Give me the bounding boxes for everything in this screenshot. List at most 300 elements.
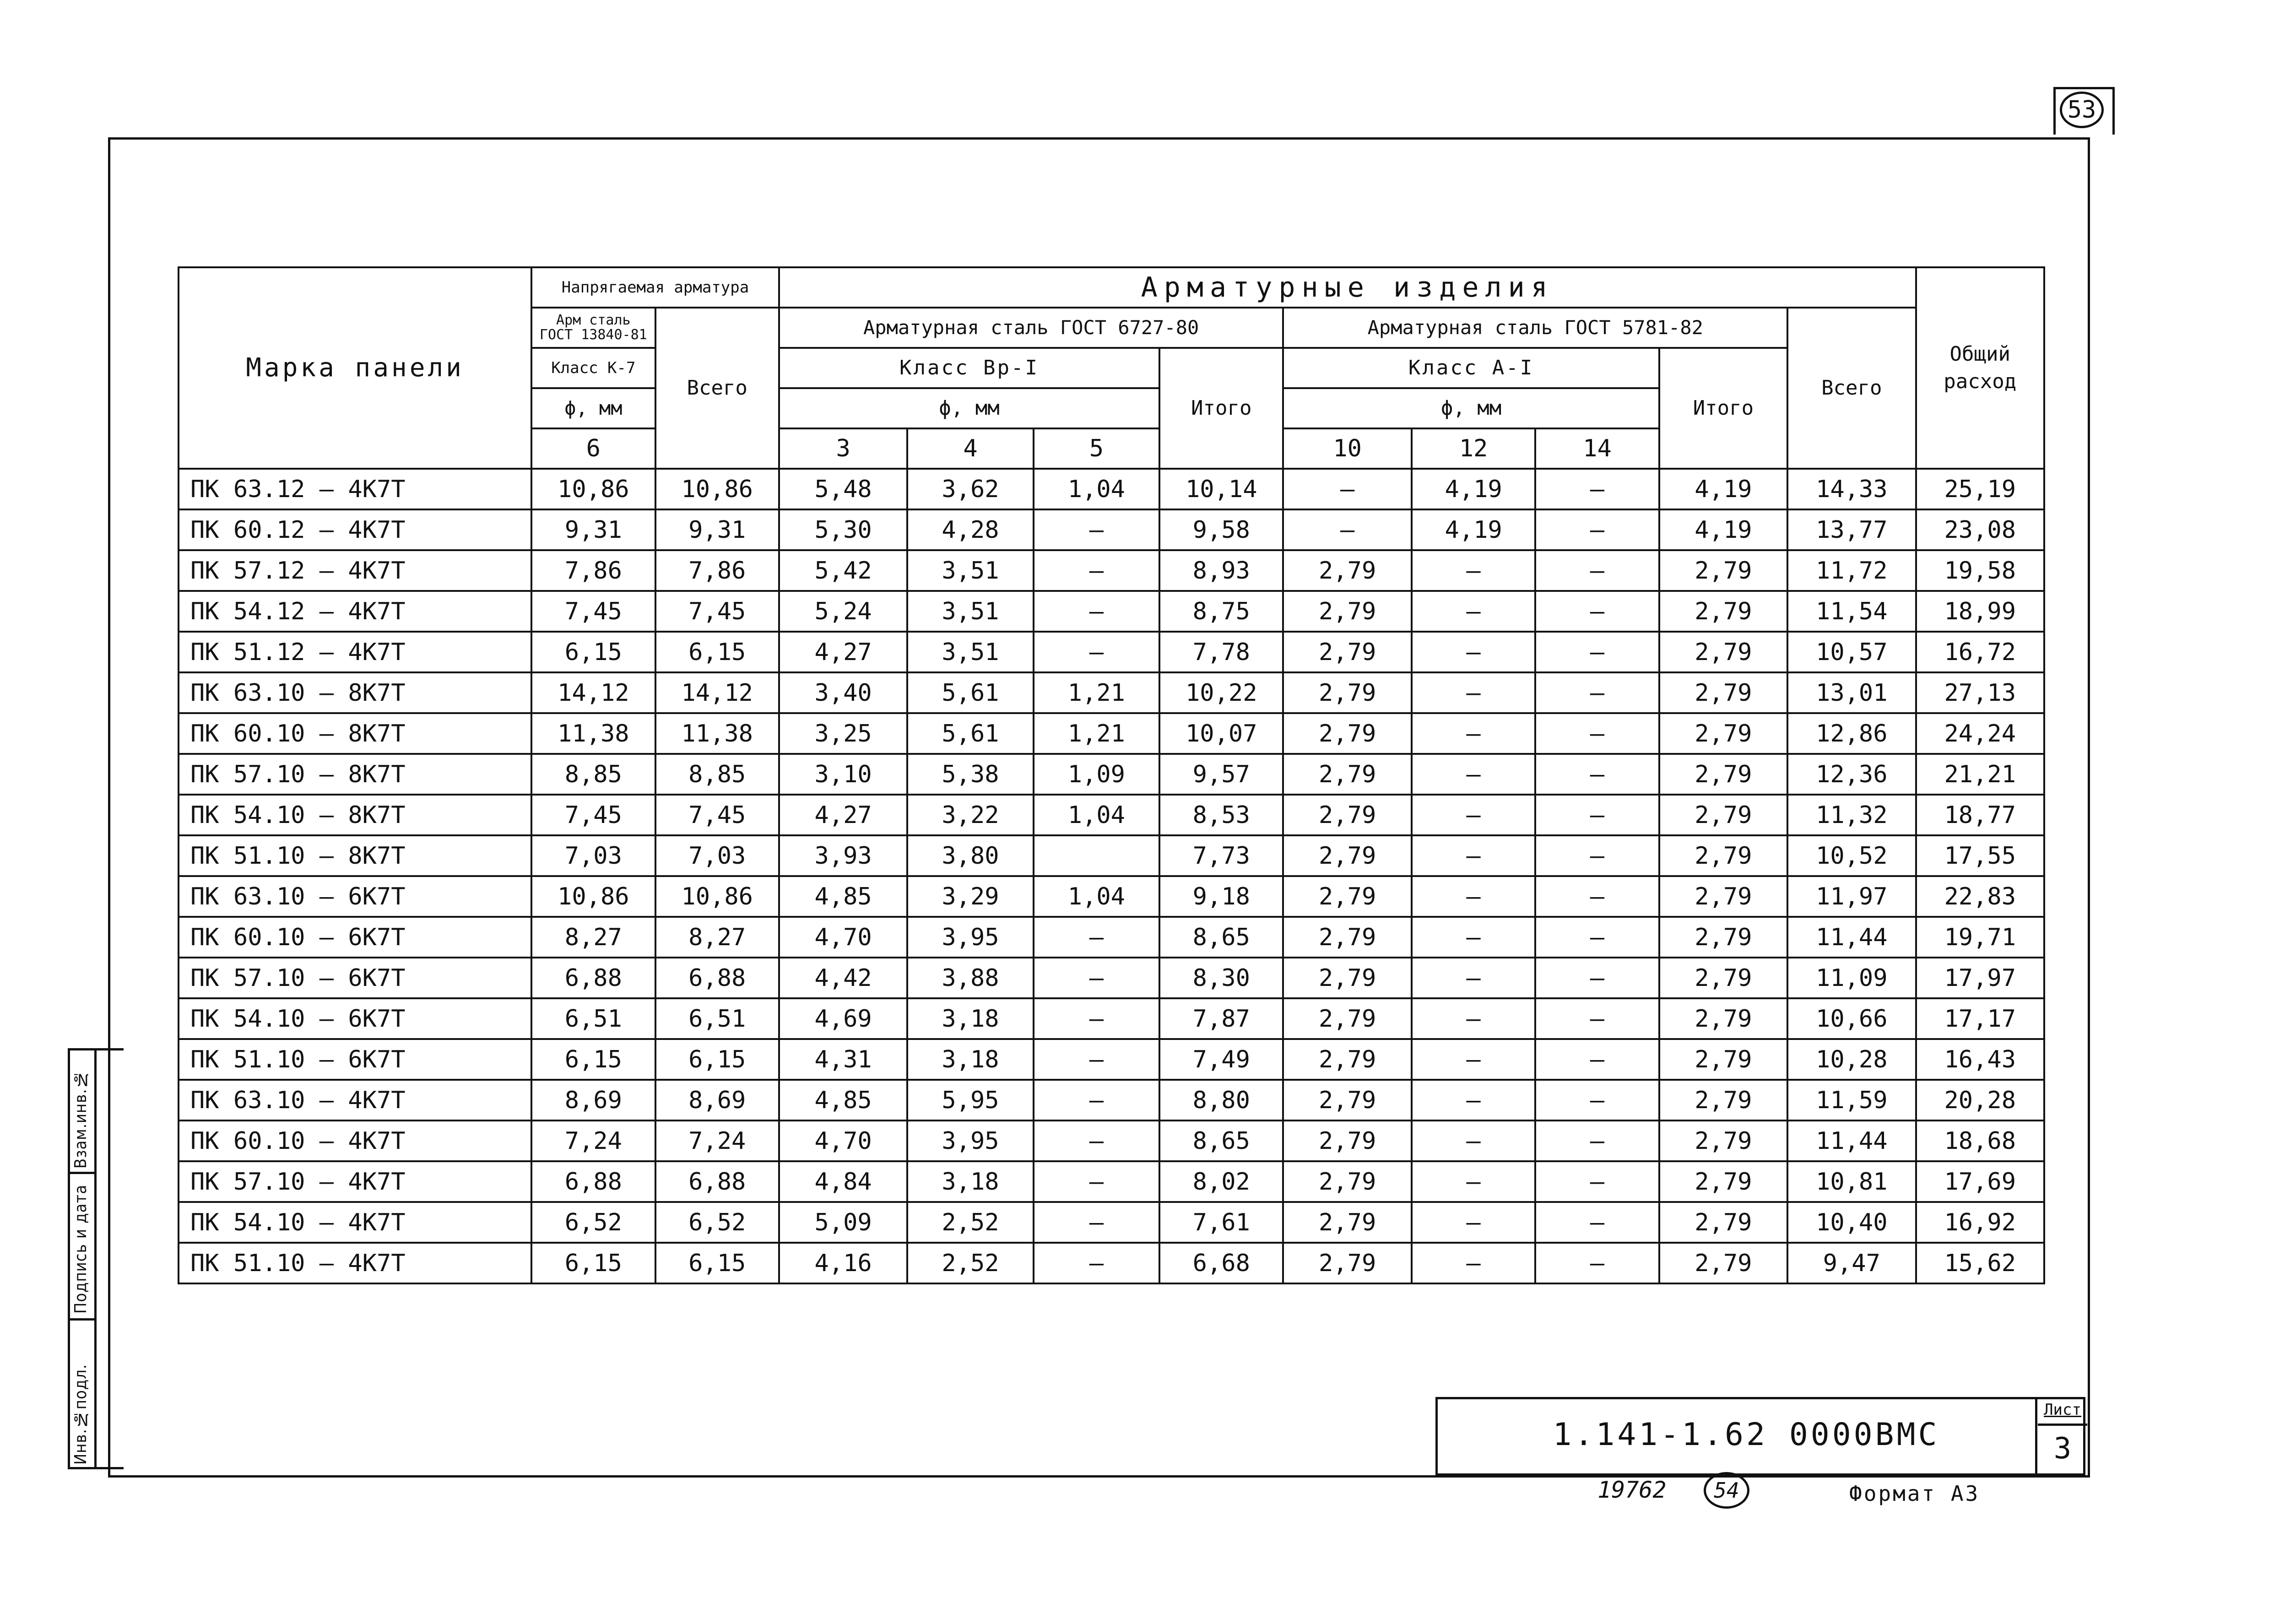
header-stressed-standard: Арм сталь ГОСТ 13840-81 — [531, 308, 655, 348]
value-cell: 23,08 — [1916, 509, 2044, 550]
value-cell: 11,38 — [531, 713, 655, 754]
value-cell: 5,61 — [907, 713, 1033, 754]
value-cell: – — [1283, 509, 1411, 550]
value-cell: 2,79 — [1659, 713, 1787, 754]
table-row — [179, 998, 2044, 1039]
value-cell: – — [1034, 917, 1159, 958]
value-cell: – — [1535, 958, 1659, 998]
value-cell: 2,79 — [1283, 876, 1411, 917]
panel-mark-cell: ПК 54.12 – 4К7Т — [179, 591, 531, 632]
value-cell: 7,45 — [531, 591, 655, 632]
value-cell: 10,22 — [1159, 672, 1283, 713]
value-cell: 7,03 — [655, 835, 779, 876]
value-cell: 2,79 — [1283, 550, 1411, 591]
value-cell: 2,79 — [1659, 1202, 1787, 1243]
value-cell: – — [1034, 1121, 1159, 1161]
sheet-label: Лист — [2044, 1401, 2081, 1419]
value-cell: 7,86 — [655, 550, 779, 591]
value-cell: – — [1535, 998, 1659, 1039]
value-cell: 2,79 — [1283, 1121, 1411, 1161]
value-cell: 9,31 — [655, 509, 779, 550]
value-cell: – — [1412, 1039, 1535, 1080]
value-cell: 4,85 — [779, 1080, 907, 1121]
value-cell: 19,71 — [1916, 917, 2044, 958]
value-cell: – — [1034, 958, 1159, 998]
value-cell: – — [1412, 1121, 1535, 1161]
value-cell: 18,99 — [1916, 591, 2044, 632]
value-cell: 5,38 — [907, 754, 1033, 795]
value-cell: 12,86 — [1787, 713, 1916, 754]
value-cell: 2,79 — [1659, 876, 1787, 917]
value-cell: 11,97 — [1787, 876, 1916, 917]
side-label-replace: Взам.инв.№ — [71, 1069, 90, 1169]
value-cell: 7,24 — [531, 1121, 655, 1161]
value-cell: 2,79 — [1283, 754, 1411, 795]
sheet-number: 3 — [2038, 1424, 2087, 1469]
value-cell: 2,79 — [1659, 672, 1787, 713]
panel-mark-cell: ПК 54.10 – 8К7Т — [179, 795, 531, 835]
value-cell: 3,51 — [907, 632, 1033, 672]
value-cell: 14,12 — [531, 672, 655, 713]
table-row — [179, 1202, 2044, 1243]
value-cell: 5,48 — [779, 469, 907, 509]
value-cell: 6,15 — [531, 1039, 655, 1080]
value-cell: 22,83 — [1916, 876, 2044, 917]
strip-sep-1 — [68, 1318, 96, 1321]
value-cell: 5,30 — [779, 509, 907, 550]
table-row — [179, 550, 2044, 591]
value-cell: 3,95 — [907, 1121, 1033, 1161]
table-row — [179, 1080, 2044, 1121]
value-cell: 8,27 — [531, 917, 655, 958]
value-cell: 4,27 — [779, 795, 907, 835]
value-cell: 2,79 — [1659, 754, 1787, 795]
value-cell: – — [1535, 835, 1659, 876]
header-stressed-diam: ϕ, мм — [531, 388, 655, 428]
value-cell: – — [1535, 1121, 1659, 1161]
panel-mark-cell: ПК 51.10 – 6К7Т — [179, 1039, 531, 1080]
value-cell: 6,15 — [655, 1039, 779, 1080]
value-cell: 3,95 — [907, 917, 1033, 958]
value-cell: 3,22 — [907, 795, 1033, 835]
approval-strip — [68, 1048, 124, 1469]
value-cell: 2,79 — [1283, 1039, 1411, 1080]
value-cell: 18,77 — [1916, 795, 2044, 835]
value-cell: 7,45 — [655, 591, 779, 632]
value-cell: 7,45 — [531, 795, 655, 835]
value-cell: – — [1412, 998, 1535, 1039]
value-cell: 7,86 — [531, 550, 655, 591]
value-cell: 2,79 — [1283, 1243, 1411, 1283]
value-cell: – — [1412, 1080, 1535, 1121]
value-cell: – — [1535, 1243, 1659, 1283]
value-cell: – — [1535, 672, 1659, 713]
value-cell: – — [1412, 550, 1535, 591]
table-row — [179, 469, 2044, 509]
value-cell: 2,79 — [1659, 591, 1787, 632]
value-cell: – — [1034, 1080, 1159, 1121]
table-row — [179, 958, 2044, 998]
value-cell: 25,19 — [1916, 469, 2044, 509]
reinforcement-table — [178, 266, 2045, 1284]
table-row — [179, 795, 2044, 835]
value-cell: 3,10 — [779, 754, 907, 795]
value-cell: 8,53 — [1159, 795, 1283, 835]
value-cell: 15,62 — [1916, 1243, 2044, 1283]
value-cell: – — [1412, 754, 1535, 795]
value-cell: 17,55 — [1916, 835, 2044, 876]
value-cell: 4,19 — [1412, 469, 1535, 509]
header-class-a1: Класс А-I — [1283, 348, 1659, 388]
table-row — [179, 509, 2044, 550]
value-cell: 2,79 — [1283, 835, 1411, 876]
value-cell: 2,79 — [1659, 1039, 1787, 1080]
value-cell: 10,57 — [1787, 632, 1916, 672]
value-cell: – — [1412, 835, 1535, 876]
value-cell: 2,79 — [1659, 1161, 1787, 1202]
value-cell: – — [1034, 1161, 1159, 1202]
panel-mark-cell: ПК 57.10 – 4К7Т — [179, 1161, 531, 1202]
value-cell: – — [1412, 917, 1535, 958]
value-cell: – — [1535, 1039, 1659, 1080]
header-diam-2: ϕ, мм — [1283, 388, 1659, 428]
value-cell: – — [1535, 632, 1659, 672]
value-cell: 11,32 — [1787, 795, 1916, 835]
value-cell: 2,52 — [907, 1243, 1033, 1283]
panel-mark-cell: ПК 63.10 – 6К7Т — [179, 876, 531, 917]
value-cell: 10,28 — [1787, 1039, 1916, 1080]
value-cell: – — [1283, 469, 1411, 509]
value-cell: 1,04 — [1034, 876, 1159, 917]
value-cell: – — [1412, 795, 1535, 835]
panel-mark-cell: ПК 57.10 – 8К7Т — [179, 754, 531, 795]
value-cell: 3,18 — [907, 1161, 1033, 1202]
panel-mark-cell: ПК 54.10 – 6К7Т — [179, 998, 531, 1039]
value-cell: 7,49 — [1159, 1039, 1283, 1080]
table-body — [179, 469, 2044, 1283]
value-cell: 2,79 — [1659, 958, 1787, 998]
value-cell: 9,31 — [531, 509, 655, 550]
value-cell: 27,13 — [1916, 672, 2044, 713]
value-cell: 10,07 — [1159, 713, 1283, 754]
value-cell: 4,70 — [779, 917, 907, 958]
value-cell: 6,15 — [531, 632, 655, 672]
value-cell: 17,97 — [1916, 958, 2044, 998]
value-cell: 7,45 — [655, 795, 779, 835]
header-subtotal-2: Итого — [1659, 348, 1787, 469]
value-cell: 18,68 — [1916, 1121, 2044, 1161]
value-cell: 7,24 — [655, 1121, 779, 1161]
value-cell: 4,27 — [779, 632, 907, 672]
value-cell: – — [1535, 469, 1659, 509]
panel-mark-cell: ПК 57.12 – 4К7Т — [179, 550, 531, 591]
value-cell: 7,87 — [1159, 998, 1283, 1039]
value-cell: 2,79 — [1659, 795, 1787, 835]
value-cell: 6,51 — [531, 998, 655, 1039]
value-cell: 4,70 — [779, 1121, 907, 1161]
value-cell: 7,03 — [531, 835, 655, 876]
value-cell: 8,65 — [1159, 1121, 1283, 1161]
table-row — [179, 835, 2044, 876]
value-cell: 2,79 — [1283, 1202, 1411, 1243]
value-cell — [1034, 835, 1159, 876]
value-cell: – — [1412, 713, 1535, 754]
value-cell: 4,19 — [1412, 509, 1535, 550]
document-code: 1.141-1.62 0000ВМС — [1553, 1417, 1940, 1453]
value-cell: 17,69 — [1916, 1161, 2044, 1202]
value-cell: 1,21 — [1034, 672, 1159, 713]
value-cell: – — [1034, 509, 1159, 550]
value-cell: 1,04 — [1034, 795, 1159, 835]
table-row — [179, 713, 2044, 754]
side-label-sign: Подпись и дата — [71, 1184, 90, 1314]
panel-mark-cell: ПК 60.10 – 8К7Т — [179, 713, 531, 754]
format-label: Формат А3 — [1849, 1481, 1980, 1506]
value-cell: 10,66 — [1787, 998, 1916, 1039]
value-cell: 8,85 — [531, 754, 655, 795]
value-cell: 3,25 — [779, 713, 907, 754]
value-cell: 2,79 — [1283, 1161, 1411, 1202]
value-cell: 8,69 — [531, 1080, 655, 1121]
value-cell: 2,79 — [1283, 1080, 1411, 1121]
value-cell: 24,24 — [1916, 713, 2044, 754]
value-cell: 12,36 — [1787, 754, 1916, 795]
value-cell: 11,59 — [1787, 1080, 1916, 1121]
value-cell: 10,86 — [655, 469, 779, 509]
strip-divider — [94, 1048, 97, 1469]
header-products-total: Всего — [1787, 308, 1916, 469]
panel-mark-cell: ПК 51.10 – 8К7Т — [179, 835, 531, 876]
value-cell: 9,57 — [1159, 754, 1283, 795]
value-cell: 9,18 — [1159, 876, 1283, 917]
header-mark: Марка панели — [179, 267, 531, 469]
value-cell: – — [1535, 1161, 1659, 1202]
header-steel-5781: Арматурная сталь ГОСТ 5781-82 — [1283, 308, 1787, 348]
value-cell: 6,52 — [655, 1202, 779, 1243]
value-cell: 4,28 — [907, 509, 1033, 550]
value-cell: – — [1535, 550, 1659, 591]
value-cell: 8,80 — [1159, 1080, 1283, 1121]
value-cell: 3,51 — [907, 591, 1033, 632]
value-cell: 16,43 — [1916, 1039, 2044, 1080]
value-cell: 4,42 — [779, 958, 907, 998]
inventory-number: 19762 — [1597, 1477, 1667, 1503]
value-cell: – — [1535, 591, 1659, 632]
header-d1-5: 5 — [1034, 428, 1159, 469]
value-cell: 2,79 — [1283, 998, 1411, 1039]
value-cell: 10,40 — [1787, 1202, 1916, 1243]
value-cell: 13,01 — [1787, 672, 1916, 713]
header-products: Арматурные изделия — [779, 267, 1916, 308]
value-cell: 8,65 — [1159, 917, 1283, 958]
table-row — [179, 1243, 2044, 1283]
value-cell: 2,79 — [1659, 632, 1787, 672]
value-cell: 2,79 — [1659, 550, 1787, 591]
panel-mark-cell: ПК 51.12 – 4К7Т — [179, 632, 531, 672]
header-d1-4: 4 — [907, 428, 1033, 469]
value-cell: 8,27 — [655, 917, 779, 958]
header-stressed-total: Всего — [655, 308, 779, 469]
header-d2-14: 14 — [1535, 428, 1659, 469]
value-cell: 8,85 — [655, 754, 779, 795]
value-cell: 2,79 — [1283, 632, 1411, 672]
value-cell: 3,18 — [907, 1039, 1033, 1080]
table-row — [179, 591, 2044, 632]
value-cell: 11,54 — [1787, 591, 1916, 632]
panel-mark-cell: ПК 63.10 – 4К7Т — [179, 1080, 531, 1121]
value-cell: 8,02 — [1159, 1161, 1283, 1202]
value-cell: 2,79 — [1659, 998, 1787, 1039]
value-cell: 4,69 — [779, 998, 907, 1039]
header-d1-3: 3 — [779, 428, 907, 469]
value-cell: – — [1535, 713, 1659, 754]
panel-mark-cell: ПК 51.10 – 4К7Т — [179, 1243, 531, 1283]
header-subtotal-1: Итого — [1159, 348, 1283, 469]
header-stressed: Напрягаемая арматура — [531, 267, 779, 308]
value-cell: 6,88 — [531, 1161, 655, 1202]
panel-mark-cell: ПК 54.10 – 4К7Т — [179, 1202, 531, 1243]
value-cell: 10,81 — [1787, 1161, 1916, 1202]
value-cell: 6,15 — [531, 1243, 655, 1283]
header-grand-total: Общий расход — [1916, 267, 2044, 469]
value-cell: – — [1034, 632, 1159, 672]
value-cell: 2,79 — [1283, 591, 1411, 632]
header-diam-1: ϕ, мм — [779, 388, 1159, 428]
value-cell: – — [1034, 998, 1159, 1039]
value-cell: – — [1412, 958, 1535, 998]
value-cell: 19,58 — [1916, 550, 2044, 591]
value-cell: 14,12 — [655, 672, 779, 713]
value-cell: 3,40 — [779, 672, 907, 713]
value-cell: – — [1034, 1243, 1159, 1283]
value-cell: 3,62 — [907, 469, 1033, 509]
value-cell: 9,58 — [1159, 509, 1283, 550]
value-cell: 21,21 — [1916, 754, 2044, 795]
value-cell: 16,92 — [1916, 1202, 2044, 1243]
value-cell: 6,15 — [655, 1243, 779, 1283]
value-cell: 11,72 — [1787, 550, 1916, 591]
value-cell: 11,44 — [1787, 917, 1916, 958]
value-cell: 2,79 — [1283, 958, 1411, 998]
value-cell: 4,31 — [779, 1039, 907, 1080]
header-steel-6727: Арматурная сталь ГОСТ 6727-80 — [779, 308, 1283, 348]
panel-mark-cell: ПК 63.12 – 4К7Т — [179, 469, 531, 509]
value-cell: 14,33 — [1787, 469, 1916, 509]
value-cell: 17,17 — [1916, 998, 2044, 1039]
value-cell: – — [1535, 1202, 1659, 1243]
header-stressed-diam-value: 6 — [531, 428, 655, 469]
value-cell: 7,78 — [1159, 632, 1283, 672]
strip-sep-2 — [68, 1172, 96, 1174]
value-cell: 6,68 — [1159, 1243, 1283, 1283]
value-cell: 10,86 — [531, 469, 655, 509]
value-cell: – — [1535, 876, 1659, 917]
value-cell: 4,16 — [779, 1243, 907, 1283]
value-cell: 2,79 — [1659, 1121, 1787, 1161]
value-cell: 6,88 — [655, 1161, 779, 1202]
value-cell: 3,51 — [907, 550, 1033, 591]
value-cell: 4,85 — [779, 876, 907, 917]
value-cell: – — [1412, 591, 1535, 632]
value-cell: 2,79 — [1659, 1080, 1787, 1121]
value-cell: 2,79 — [1659, 835, 1787, 876]
value-cell: – — [1412, 1243, 1535, 1283]
value-cell: 2,79 — [1283, 917, 1411, 958]
table-row — [179, 1039, 2044, 1080]
value-cell: 2,52 — [907, 1202, 1033, 1243]
value-cell: 3,88 — [907, 958, 1033, 998]
value-cell: – — [1535, 795, 1659, 835]
value-cell: 8,93 — [1159, 550, 1283, 591]
value-cell: 11,09 — [1787, 958, 1916, 998]
value-cell: 4,84 — [779, 1161, 907, 1202]
value-cell: – — [1412, 672, 1535, 713]
circle-number: 54 — [1704, 1472, 1749, 1509]
value-cell: 1,04 — [1034, 469, 1159, 509]
value-cell: 3,18 — [907, 998, 1033, 1039]
value-cell: 2,79 — [1659, 917, 1787, 958]
value-cell: 3,93 — [779, 835, 907, 876]
side-label-inv: Инв.№подл. — [71, 1364, 90, 1465]
value-cell: 3,80 — [907, 835, 1033, 876]
value-cell: – — [1535, 1080, 1659, 1121]
value-cell: – — [1412, 876, 1535, 917]
header-d2-12: 12 — [1412, 428, 1535, 469]
value-cell: 20,28 — [1916, 1080, 2044, 1121]
value-cell: 6,15 — [655, 632, 779, 672]
value-cell: 8,75 — [1159, 591, 1283, 632]
value-cell: 13,77 — [1787, 509, 1916, 550]
panel-mark-cell: ПК 60.10 – 6К7Т — [179, 917, 531, 958]
value-cell: – — [1535, 509, 1659, 550]
value-cell: – — [1535, 754, 1659, 795]
value-cell: 6,52 — [531, 1202, 655, 1243]
value-cell: 5,24 — [779, 591, 907, 632]
panel-mark-cell: ПК 63.10 – 8К7Т — [179, 672, 531, 713]
panel-mark-cell: ПК 60.12 – 4К7Т — [179, 509, 531, 550]
header-class-vr1: Класс Вр-I — [779, 348, 1159, 388]
value-cell: 9,47 — [1787, 1243, 1916, 1283]
value-cell: 5,42 — [779, 550, 907, 591]
value-cell: 8,69 — [655, 1080, 779, 1121]
value-cell: 10,86 — [531, 876, 655, 917]
value-cell: 10,52 — [1787, 835, 1916, 876]
value-cell: 7,61 — [1159, 1202, 1283, 1243]
value-cell: 2,79 — [1283, 713, 1411, 754]
value-cell: – — [1034, 1039, 1159, 1080]
value-cell: 4,19 — [1659, 509, 1787, 550]
value-cell: – — [1412, 632, 1535, 672]
value-cell: 10,14 — [1159, 469, 1283, 509]
value-cell: 5,09 — [779, 1202, 907, 1243]
panel-mark-cell: ПК 60.10 – 4К7Т — [179, 1121, 531, 1161]
value-cell: 11,38 — [655, 713, 779, 754]
table-row — [179, 632, 2044, 672]
value-cell: – — [1412, 1202, 1535, 1243]
value-cell: – — [1034, 591, 1159, 632]
table-row — [179, 917, 2044, 958]
header-stressed-class: Класс К-7 — [531, 348, 655, 388]
value-cell: – — [1535, 917, 1659, 958]
value-cell: 3,29 — [907, 876, 1033, 917]
panel-mark-cell: ПК 57.10 – 6К7Т — [179, 958, 531, 998]
value-cell: 8,30 — [1159, 958, 1283, 998]
value-cell: 1,21 — [1034, 713, 1159, 754]
table-row — [179, 1121, 2044, 1161]
value-cell: – — [1412, 1161, 1535, 1202]
value-cell: 2,79 — [1659, 1243, 1787, 1283]
table-row — [179, 1161, 2044, 1202]
